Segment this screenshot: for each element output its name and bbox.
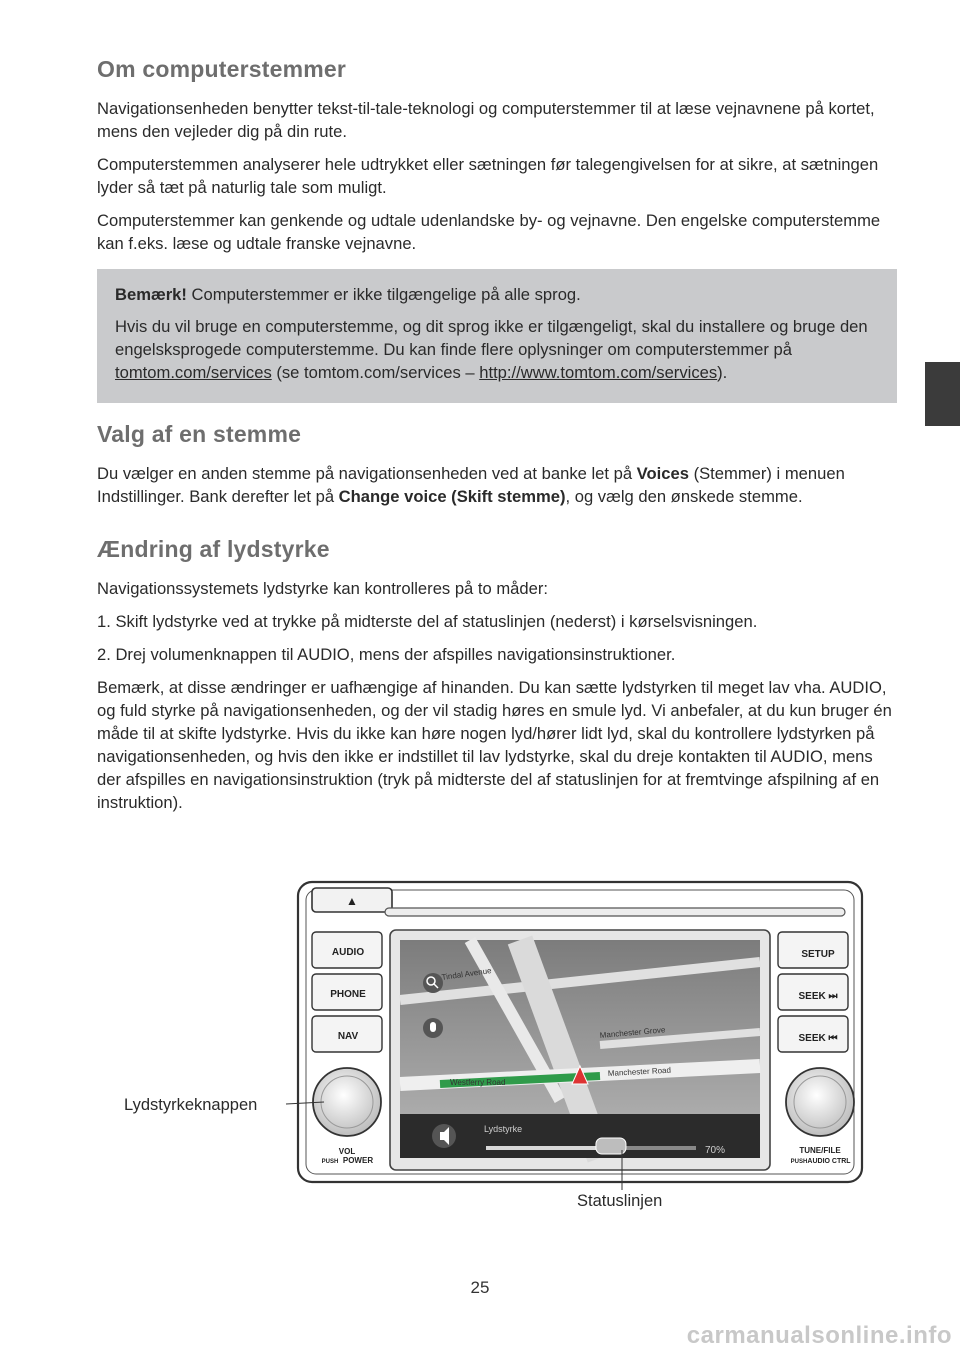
volume-bar-label: Lydstyrke xyxy=(484,1124,523,1134)
search-icon xyxy=(423,973,443,993)
heading-volume: Ændring af lydstyrke xyxy=(97,536,330,562)
list-item: 1. Skift lydstyrke ved at trykke på midterste del af statuslinjen (nederst) i kørselsvisningen. xyxy=(97,612,758,631)
note-text: Hvis du vil bruge en computerstemme, og dit sprog ikke er tilgængeligt, skal du installere og bruge den engelsksprogede computerstemme. Du kan finde flere oplysninger om computerstemmer på xyxy=(115,317,868,359)
note-box xyxy=(97,269,897,403)
paragraph: Navigationsenheden benytter tekst-til-tale-teknologi og computerstemmer til at læse vejnavnene på kortet, mens den vejleder dig på din rute. xyxy=(97,99,875,141)
nav-button-label: NAV xyxy=(337,1031,359,1042)
note-text: Computerstemmer er ikke tilgængelige på alle sprog. xyxy=(186,285,581,304)
paragraph: Computerstemmer kan genkende og udtale udenlandske by- og vejnavne. Den engelske computerstemme kan f.eks. læse og udtale franske vejnavne. xyxy=(97,211,881,253)
paragraph: Navigationssystemets lydstyrke kan kontrolleres på to måder: xyxy=(97,579,548,598)
vol-label: VOL xyxy=(338,1147,356,1156)
heading-computer-voices: Om computerstemmer xyxy=(97,56,347,82)
note-details xyxy=(115,315,879,384)
left-buttons xyxy=(312,932,382,1052)
heading-choose-voice: Valg af en stemme xyxy=(97,421,302,447)
text: Du vælger en anden stemme på navigationsenheden ved at banke let på xyxy=(97,464,637,483)
tune-push-label: PUSH xyxy=(790,1159,808,1165)
text: , og vælg den ønskede stemme. xyxy=(565,487,803,506)
phone-button-label: PHONE xyxy=(330,989,366,1000)
street-label: Westferry Road xyxy=(450,1078,506,1087)
audio-button-label: AUDIO xyxy=(331,947,365,958)
tune-knob xyxy=(786,1068,854,1136)
callout-volume-knob: Lydstyrkeknappen xyxy=(124,1096,258,1114)
note-text: (se tomtom.com/services – xyxy=(271,363,480,382)
device-illustration xyxy=(0,870,960,1230)
seek-back-label: SEEK ⏮ xyxy=(798,1033,838,1044)
setup-button-label: SETUP xyxy=(801,949,835,960)
head-unit-drawing xyxy=(0,870,960,1230)
tune-ctrl-label: AUDIO CTRL xyxy=(807,1158,851,1165)
page-content xyxy=(97,56,897,824)
tune-label: TUNE/FILE xyxy=(799,1146,841,1155)
volume-fill xyxy=(486,1146,611,1150)
right-buttons xyxy=(778,932,848,1052)
paragraph: Bemærk, at disse ændringer er uafhængige af hinanden. Du kan sætte lydstyrken til meget lav vha. AUDIO, og fuld styrke på navigationsenheden, og der vil stadig høres en smule lyd. Vi anbefaler, at du kun bruger én måde til at skifte lydstyrke. Hvis du ikke kan høre nogen lyd/hører lidt lyd, skal du kontrollere lydstyrken på navigationsenheden, og hvis den ikke er indstillet til lav lydstyrke, skal du dreje kontakten til AUDIO, mens der afspilles en navigationsinstruktion (tryk på midterste del af statuslinjen for at fremtvinge afspilning af en instruktion). xyxy=(97,678,892,812)
note-label: Bemærk! xyxy=(115,285,187,304)
street-label: Manchester Road xyxy=(607,1065,672,1078)
note-text: ). xyxy=(717,363,728,382)
street-label: Tindal Avenue xyxy=(441,966,493,982)
page-number: 25 xyxy=(470,1278,490,1297)
volume-slider-thumb xyxy=(596,1138,626,1154)
volume-percent: 70% xyxy=(705,1145,726,1156)
section-tab-marker xyxy=(925,362,960,426)
list-item: 2. Drej volumenknappen til AUDIO, mens der afspilles navigationsinstruktioner. xyxy=(97,645,676,664)
bold-term: Voices xyxy=(636,464,689,483)
callout-status-bar: Statuslinjen xyxy=(577,1192,663,1210)
paragraph xyxy=(97,462,897,508)
text: (Stemmer) i menuen Indstillinger. Bank derefter let på xyxy=(97,464,845,506)
tomtom-services-link[interactable]: tomtom.com/services xyxy=(115,363,272,382)
bold-term: Change voice (Skift stemme) xyxy=(338,487,566,506)
seek-forward-label: SEEK ⏭ xyxy=(798,991,838,1002)
vol-push-label: PUSH xyxy=(321,1159,339,1165)
eject-icon: ▲ xyxy=(346,894,358,908)
watermark: carmanualsonline.info xyxy=(686,1322,952,1349)
tomtom-url-link[interactable]: http://www.tomtom.com/services xyxy=(479,363,718,382)
vol-power-label: POWER xyxy=(342,1156,374,1165)
street-label: Manchester Grove xyxy=(599,1025,666,1040)
paragraph: Computerstemmen analyserer hele udtrykket eller sætningen før talegengivelsen for at sikre, at sætningen lyder så tæt på naturlig tale som muligt. xyxy=(97,155,879,197)
note-line xyxy=(115,283,879,306)
